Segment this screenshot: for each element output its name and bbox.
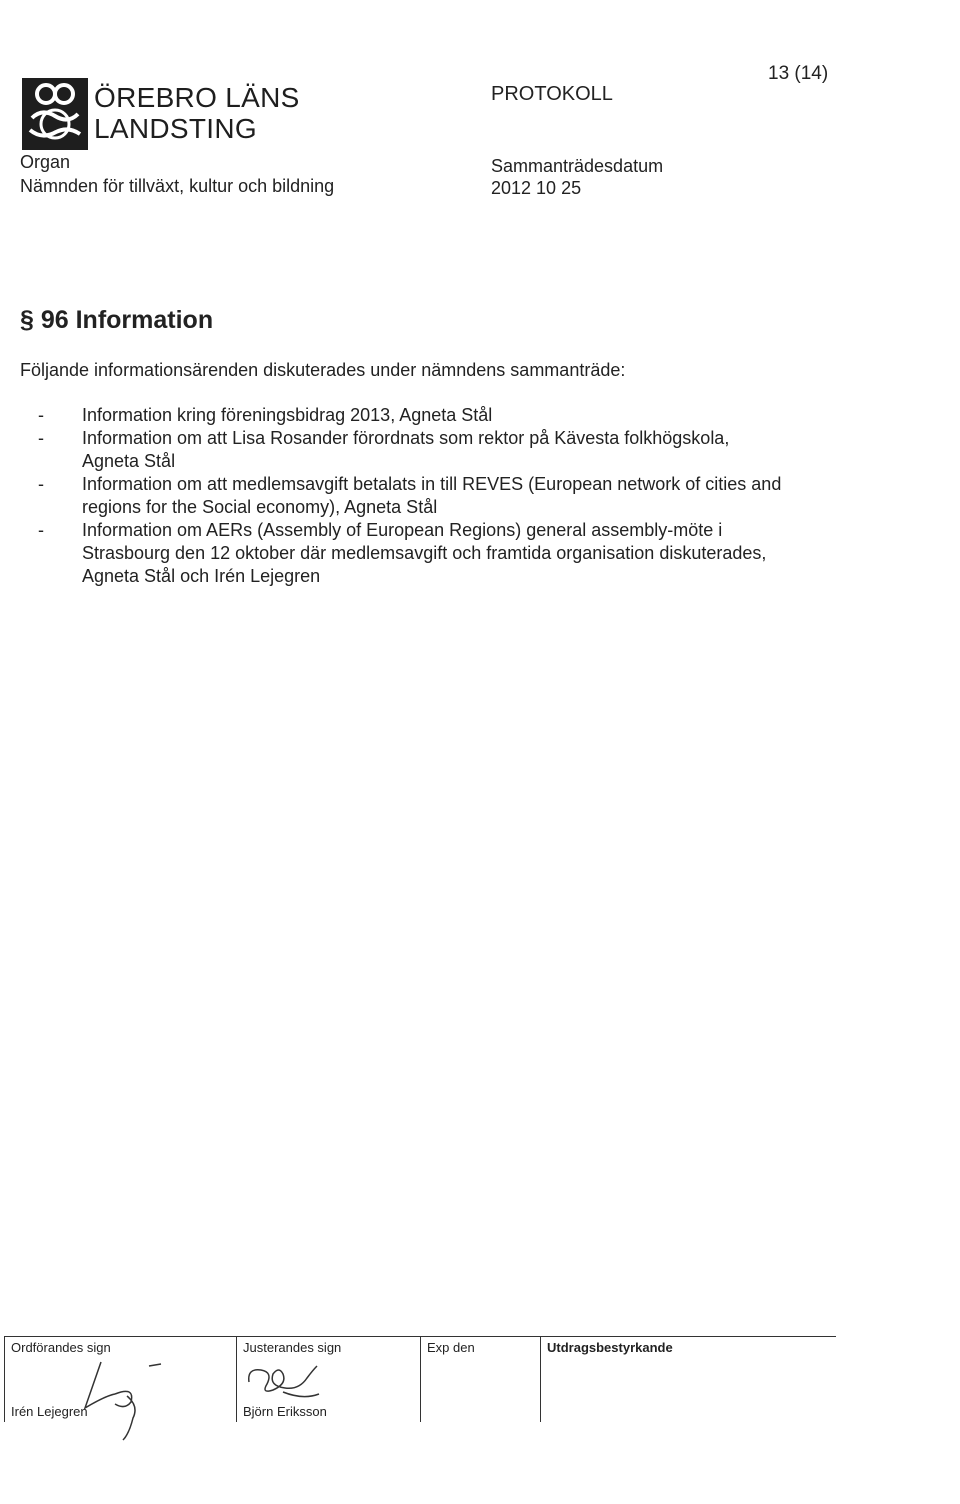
list-item-line: Information om att medlemsavgift betalats in till REVES (European network of cities and bbox=[82, 474, 782, 494]
extract-label: Utdragsbestyrkande bbox=[547, 1340, 673, 1355]
logo-emblem-icon bbox=[22, 78, 88, 150]
adjuster-sign-label: Justerandes sign bbox=[243, 1340, 342, 1355]
bullet-dash: - bbox=[38, 474, 44, 494]
adjuster-signature-icon bbox=[243, 1360, 323, 1404]
organization-name bbox=[94, 82, 300, 144]
section-title: § 96 Information bbox=[20, 306, 214, 334]
document-type: PROTOKOLL bbox=[491, 83, 613, 105]
chair-signature-icon bbox=[75, 1356, 165, 1446]
adjuster-name: Björn Eriksson bbox=[243, 1404, 327, 1419]
exp-date-cell bbox=[420, 1336, 541, 1422]
organ-value: Nämnden för tillväxt, kultur och bildning bbox=[20, 176, 335, 196]
list-item-line: Information om att Lisa Rosander förordnats som rektor på Kävesta folkhögskola, bbox=[82, 428, 730, 448]
list-item-line: Information kring föreningsbidrag 2013, Agneta Stål bbox=[82, 405, 493, 425]
list-item bbox=[38, 473, 858, 519]
list-item-line: regions for the Social economy), Agneta Stål bbox=[82, 497, 438, 517]
bullet-dash: - bbox=[38, 428, 44, 448]
adjuster-sign-cell bbox=[236, 1336, 421, 1422]
exp-date-label: Exp den bbox=[427, 1340, 475, 1355]
chair-name: Irén Lejegren bbox=[11, 1404, 88, 1419]
landsting-logo bbox=[22, 78, 88, 150]
list-item-line: Information om AERs (Assembly of European Regions) general assembly-möte i bbox=[82, 520, 723, 540]
org-name-line2: LANDSTING bbox=[94, 113, 257, 144]
bullet-dash: - bbox=[38, 405, 44, 425]
list-item-line: Strasbourg den 12 oktober där medlemsavgift och framtida organisation diskuterades, bbox=[82, 543, 767, 563]
list-item bbox=[38, 427, 858, 473]
page-number: 13 (14) bbox=[768, 63, 829, 84]
chair-sign-label: Ordförandes sign bbox=[11, 1340, 111, 1355]
list-item bbox=[38, 404, 858, 427]
org-name-line1: ÖREBRO LÄNS bbox=[94, 82, 300, 113]
information-list bbox=[38, 404, 858, 588]
chair-sign-cell bbox=[4, 1336, 237, 1422]
meeting-date-value: 2012 10 25 bbox=[491, 178, 582, 198]
list-item-line: Agneta Stål och Irén Lejegren bbox=[82, 566, 321, 586]
list-item-line: Agneta Stål bbox=[82, 451, 176, 471]
bullet-dash: - bbox=[38, 520, 44, 540]
list-item bbox=[38, 519, 858, 588]
signature-table bbox=[4, 1336, 836, 1422]
meeting-date-label: Sammanträdesdatum bbox=[491, 156, 664, 176]
section-intro: Följande informationsärenden diskuterades under nämndens sammanträde: bbox=[20, 360, 626, 380]
extract-cell bbox=[540, 1336, 837, 1422]
organ-label: Organ bbox=[20, 152, 71, 172]
